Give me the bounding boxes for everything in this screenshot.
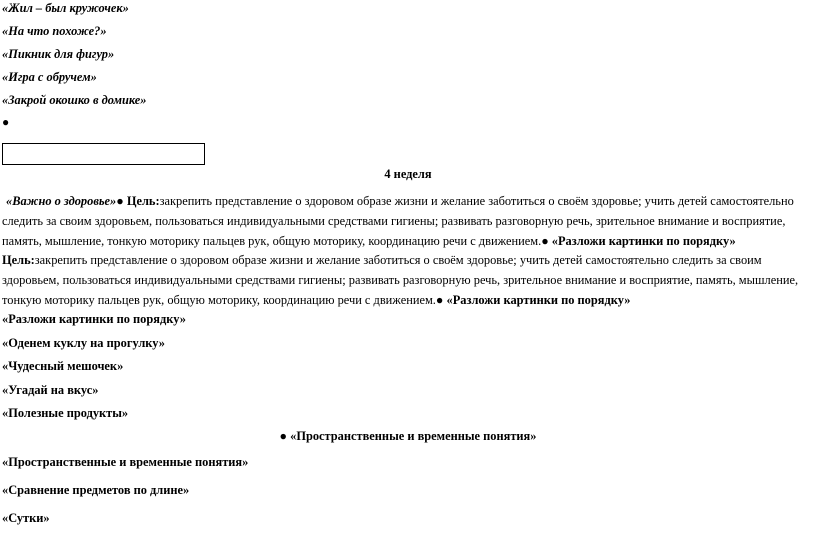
para1-title: «Важно о здоровье» [6,194,117,208]
paragraph-health-2 [2,250,814,310]
center-item [0,429,816,444]
list-item-top-1: «Жил – был кружочек» [2,1,129,15]
list-item-top-5: «Закрой окошко в домике» [2,93,147,107]
list-item-bottom-2: «Сравнение предметов по длине» [2,483,190,497]
list-item-bottom-3: «Сутки» [2,511,50,525]
para2-goal-text: закрепить представление о здоровом образе жизни и желание заботиться о своём здоровье; учить детей самостоятельно следить за своим здоровьем, пользоваться индивидуальными средствами гигиены; развивать разговорную речь, зрительное внимание и восприятие, память, мышление, тонкую моторику пальцев рук, общую моторику, координацию речи с движением. [2,253,799,307]
list-item-mid-3: «Чудесный мешочек» [2,359,124,373]
list-item-bottom-1: «Пространственные и временные понятия» [2,455,249,469]
para2-goal-label: Цель: [2,253,35,267]
bullet-icon: ● [541,234,549,248]
bullet-icon: ● [2,115,10,129]
list-item-top-4: «Игра с обручем» [2,70,97,84]
bullet-icon: ● [116,194,124,208]
para1-goal-label: Цель: [126,194,160,208]
list-item-top-2: «На что похоже?» [2,24,107,38]
list-item-mid-5: «Полезные продукты» [2,406,129,420]
paragraph-health-1 [2,191,814,251]
para1-tail-title: «Разложи картинки по порядку» [551,234,736,248]
list-item-mid-1: «Разложи картинки по порядку» [2,312,186,326]
week-heading: 4 неделя [384,167,432,181]
para1-goal-text: закрепить представление о здоровом образе жизни и желание заботиться о своём здоровье; учить детей самостоятельно следить за своим здоровьем, пользоваться индивидуальными средствами гигиены; развивать разговорную речь, зрительное внимание и восприятие, память, мышление, тонкую моторику пальцев рук, общую моторику, координацию речи с движением. [2,194,794,248]
empty-text-box [2,143,205,165]
list-item-mid-4: «Угадай на вкус» [2,383,99,397]
para2-tail-title: «Разложи картинки по порядку» [446,293,631,307]
center-item-title: «Пространственные и временные понятия» [290,429,537,443]
bullet-icon: ● [279,429,288,443]
list-item-mid-2: «Оденем куклу на прогулку» [2,336,165,350]
list-item-top-3: «Пикник для фигур» [2,47,115,61]
bullet-icon: ● [435,293,444,307]
